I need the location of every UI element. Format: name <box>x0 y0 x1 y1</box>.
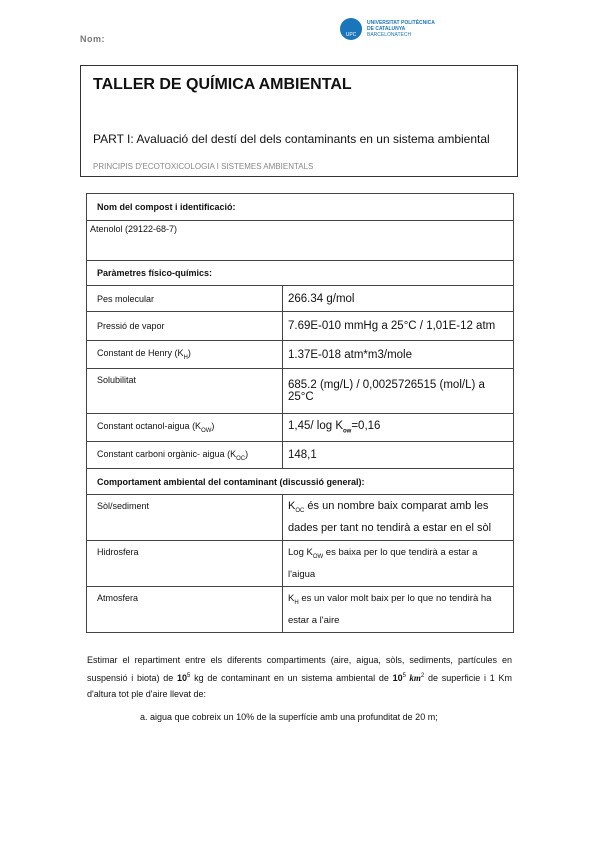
param-label: Constant de Henry $(K_H)$ <box>87 341 283 369</box>
part-title: PART I: Avaluació del destí del dels contaminants en un sistema ambiental <box>93 132 490 146</box>
course-subtitle: PRINCIPIS D'ECOTOXICOLOGIA I SISTEMES AMBIENTALS <box>93 162 314 171</box>
param-value: 685.2 (mg/L) / 0,0025726515 (mol/L) a 25°C <box>283 369 514 414</box>
params-header: Paràmetres físico-químics: <box>87 261 514 286</box>
param-value: 7.69E-010 mmHg a 25°C / 1,01E-12 atm <box>283 312 514 341</box>
table-row <box>87 442 514 469</box>
param-label: Pes molecular <box>87 286 283 312</box>
logo-abbr: UPC <box>345 32 357 38</box>
table-row <box>87 541 514 587</box>
compartment-discussion: $K_H$ es un valor molt baix per lo que no tendirà ha estar a l'aire <box>283 587 514 633</box>
param-label: Pressió de vapor <box>87 312 283 341</box>
logo-line: UNIVERSITAT POLITÈCNICA <box>367 20 435 26</box>
table-row <box>87 286 514 312</box>
param-label: Constant octanol-aigua $(K_{OW})$ <box>87 414 283 442</box>
param-value: 1,45/ $\log K_{ow}=0,16$ <box>283 414 514 442</box>
exercise-paragraph: Estimar el repartiment entre els diferents compartiments (aire, aigua, sòls, sediments, partícules en suspensió i biota) de $10^5$ kg de contaminant en un sistema ambiental de $10^5$ $km^2$ de superficie i 1 Km d'altura tot ple d'aire llevat de: <box>87 655 512 699</box>
compartment-label: Hidrosfera <box>87 541 283 587</box>
table-row <box>87 341 514 369</box>
exercise-item-a: a. aigua que cobreix un 10% de la superfície amb una profunditat de 20 m; <box>140 712 438 722</box>
title-box <box>80 65 518 177</box>
name-label: Nom: <box>80 34 105 44</box>
table-row <box>87 587 514 633</box>
logo-line: DE CATALUNYA <box>367 26 406 32</box>
param-label: Solubilitat <box>87 369 283 414</box>
document-title: TALLER DE QUÍMICA AMBIENTAL <box>93 76 352 93</box>
compound-table <box>86 193 514 633</box>
table-row <box>87 369 514 414</box>
table-row <box>87 495 514 541</box>
param-value: 1.37E-018 atm*m3/mole <box>283 341 514 369</box>
param-value: 148,1 <box>283 442 514 469</box>
table-row <box>87 312 514 341</box>
upc-logo <box>340 18 435 40</box>
compartment-discussion: Log $K_{OW}$ es baixa per lo que tendirà a estar a l'aigua <box>283 541 514 587</box>
compartment-discussion: $K_{OC}$ és un nombre baix comparat amb les dades per tant no tendirà a estar en el sòl <box>283 495 514 541</box>
param-value: 266.34 g/mol <box>283 286 514 312</box>
upc-logo-icon <box>340 18 362 40</box>
compartment-label: Sòl/sediment <box>87 495 283 541</box>
part-heading <box>93 126 513 180</box>
param-label: Constant carboni orgànic- aigua $(K_{OC})$ <box>87 442 283 469</box>
compound-name: Atenolol (29122-68-7) <box>87 221 514 261</box>
compartment-label: Atmosfera <box>87 587 283 633</box>
logo-line: BARCELONATECH <box>367 32 412 38</box>
compound-header: Nom del compost i identificació: <box>87 194 514 221</box>
table-row <box>87 414 514 442</box>
behaviour-header: Comportament ambiental del contaminant (discussió general): <box>87 469 514 495</box>
